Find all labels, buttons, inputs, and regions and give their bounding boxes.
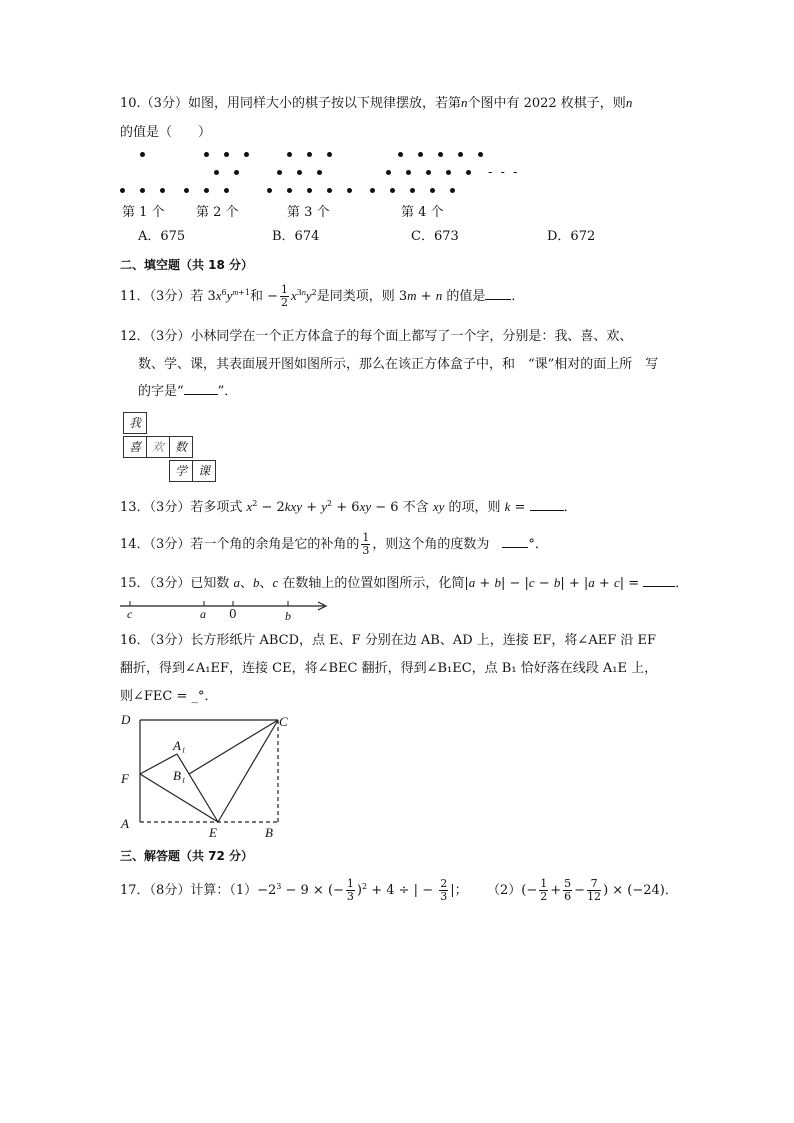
stone-dot xyxy=(410,188,415,193)
fraction-one-half: $\frac{1}{2}$ xyxy=(540,877,548,903)
stone-dot xyxy=(234,170,239,175)
net-cell-xi: 喜 xyxy=(123,436,147,458)
stone-dot xyxy=(277,170,282,175)
pattern-ellipsis: - - - xyxy=(488,165,520,180)
axis-label-c: c xyxy=(127,607,133,621)
fraction-seven-twelfths: $\frac{7}{12}$ xyxy=(587,877,602,903)
stone-dot xyxy=(450,188,455,193)
fig-label-2: 第 2 个 xyxy=(196,205,239,220)
stone-dot xyxy=(140,152,145,157)
stone-dot xyxy=(307,152,312,157)
segment-fa1 xyxy=(140,754,177,774)
q10-option-c[interactable]: C．673 xyxy=(411,229,459,244)
stone-dot xyxy=(478,152,483,157)
point-label-d: D xyxy=(121,712,131,727)
stone-dot xyxy=(390,188,395,193)
q10-option-a[interactable]: A．675 xyxy=(138,229,186,244)
stone-dot xyxy=(370,188,375,193)
point-label-a: A xyxy=(121,816,129,831)
stone-dot xyxy=(418,152,423,157)
stone-dot xyxy=(426,170,431,175)
answer-blank[interactable] xyxy=(643,586,675,587)
stone-dot xyxy=(244,152,249,157)
answer-blank[interactable] xyxy=(530,510,564,511)
q12-line3: 的字是“ ”． xyxy=(138,384,238,399)
fraction-one-half: $\frac{1}{2}$ xyxy=(280,283,288,309)
q16-line2: 翻折，得到∠A₁EF，连接 CE，将∠BEC 翻折，得到∠B₁EC，点 B₁ 恰好落在线段 A₁E 上， xyxy=(120,661,658,676)
fraction-one-third: $\frac{1}{3}$ xyxy=(346,877,354,903)
q10-stem-line1: 10.（3分）如图，用同样大小的棋子按以下规律摆放，若第n个图中有 2022 枚棋子，则n xyxy=(120,95,633,111)
q17-line: 17．（8分）计算：$(1)-2^3 - 9$ × (− $\frac{1}{3}$ )$^2$ + 4 ÷ | − $\frac{2}{3}$ |； xyxy=(120,877,468,903)
point-label-c: C xyxy=(279,714,288,729)
q10-option-b[interactable]: B．674 xyxy=(272,229,320,244)
stone-dot xyxy=(120,188,125,193)
stone-dot xyxy=(224,152,229,157)
stone-dot xyxy=(160,188,165,193)
stone-dot xyxy=(327,152,332,157)
stone-dot xyxy=(204,152,209,157)
stone-dot xyxy=(184,188,189,193)
point-label-e: E xyxy=(209,825,217,840)
stone-dot xyxy=(204,188,209,193)
number-line-figure xyxy=(118,596,333,626)
section-2-heading: 二、填空题（共 18 分） xyxy=(120,258,254,272)
stone-dot xyxy=(327,188,332,193)
fraction-one-third: $\frac{1}{3}$ xyxy=(362,531,370,557)
q10-stem-line2: 的值是（ ） xyxy=(120,125,212,140)
stone-dot xyxy=(398,152,403,157)
stone-dot xyxy=(140,188,145,193)
fig-label-3: 第 3 个 xyxy=(287,205,330,220)
q13-line: 13．（3分）若多项式 $x^2 - 2kxy + y^2 + 6xy - 6$ 不含 xy 的项，则 k = ． xyxy=(120,499,577,515)
axis-label-zero: 0 xyxy=(229,607,237,621)
stone-dot xyxy=(267,188,272,193)
q10-option-d[interactable]: D．672 xyxy=(547,229,596,244)
stone-dot xyxy=(307,188,312,193)
point-label-b: B xyxy=(265,825,273,840)
stone-dot xyxy=(438,152,443,157)
net-cell-huan: 欢 xyxy=(146,436,170,458)
fig-label-1: 第 1 个 xyxy=(122,205,165,220)
segment-b1c xyxy=(189,720,278,774)
rectangle-fold-figure xyxy=(118,710,298,840)
stone-dot xyxy=(297,170,302,175)
net-cell-wo: 我 xyxy=(123,412,147,434)
stone-dot xyxy=(214,170,219,175)
point-label-f: F xyxy=(121,771,129,786)
q16-line3: 则∠FEC = _°． xyxy=(120,689,218,704)
q16-line1: 16．（3分）长方形纸片 ABCD，点 E、F 分别在边 AB、AD 上，连接 EF，将∠AEF 沿 EF xyxy=(120,633,656,648)
stone-dot xyxy=(347,188,352,193)
stone-dot xyxy=(430,188,435,193)
stone-dot xyxy=(406,170,411,175)
point-label-a1: A₁ xyxy=(173,738,186,753)
net-cell-xue: 学 xyxy=(169,460,193,482)
stone-dot xyxy=(458,152,463,157)
net-cell-ke: 课 xyxy=(192,460,216,482)
stone-dot xyxy=(287,152,292,157)
stone-dot xyxy=(466,170,471,175)
q12-line1: 12．（3分）小林同学在一个正方体盒子的每个面上都写了一个字，分别是：我、喜、欢、 xyxy=(120,329,633,344)
q12-line2: 数、学、课，其表面展开图如图所示，那么在该正方体盒子中，和 “课”相对的面上所 写 xyxy=(138,357,659,372)
q15-line: 15．（3分）已知数 a、b、c 在数轴上的位置如图所示，化简|a + b| − |c − b| + |a + c| = ． xyxy=(120,575,689,591)
segment-ec xyxy=(218,720,278,822)
fraction-two-thirds: $\frac{2}{3}$ xyxy=(440,877,448,903)
q14-line: 14．（3分）若一个角的余角是它的补角的 $\frac{1}{3}$ ，则这个角的度数为 °． xyxy=(120,531,548,557)
section-3-heading: 三、解答题（共 72 分） xyxy=(120,849,254,863)
q11-line: 11．（3分）若 $3x^6y^{m+1}$和 − $\frac{1}{2}$ $x^{3n}y^2$是同类项，则 3m + n 的值是 ． xyxy=(120,283,525,309)
answer-blank[interactable] xyxy=(485,299,511,300)
stone-dot xyxy=(287,188,292,193)
axis-label-b: b xyxy=(285,609,291,623)
point-label-b1: B₁ xyxy=(173,768,186,783)
stone-dot xyxy=(446,170,451,175)
q17-part2: （2）(− $\frac{1}{2}$ + $\frac{5}{6}$ − $\frac{7}{12}$ ) × (−24)． xyxy=(487,877,678,903)
fraction-five-sixths: $\frac{5}{6}$ xyxy=(564,877,572,903)
answer-blank[interactable] xyxy=(184,394,218,395)
answer-blank[interactable] xyxy=(502,547,528,548)
fig-label-4: 第 4 个 xyxy=(401,205,444,220)
axis-label-a: a xyxy=(200,607,206,621)
stone-dot xyxy=(386,170,391,175)
net-cell-shu: 数 xyxy=(169,436,193,458)
stone-dot xyxy=(317,170,322,175)
stone-dot xyxy=(224,188,229,193)
segment-a1e xyxy=(177,754,218,822)
